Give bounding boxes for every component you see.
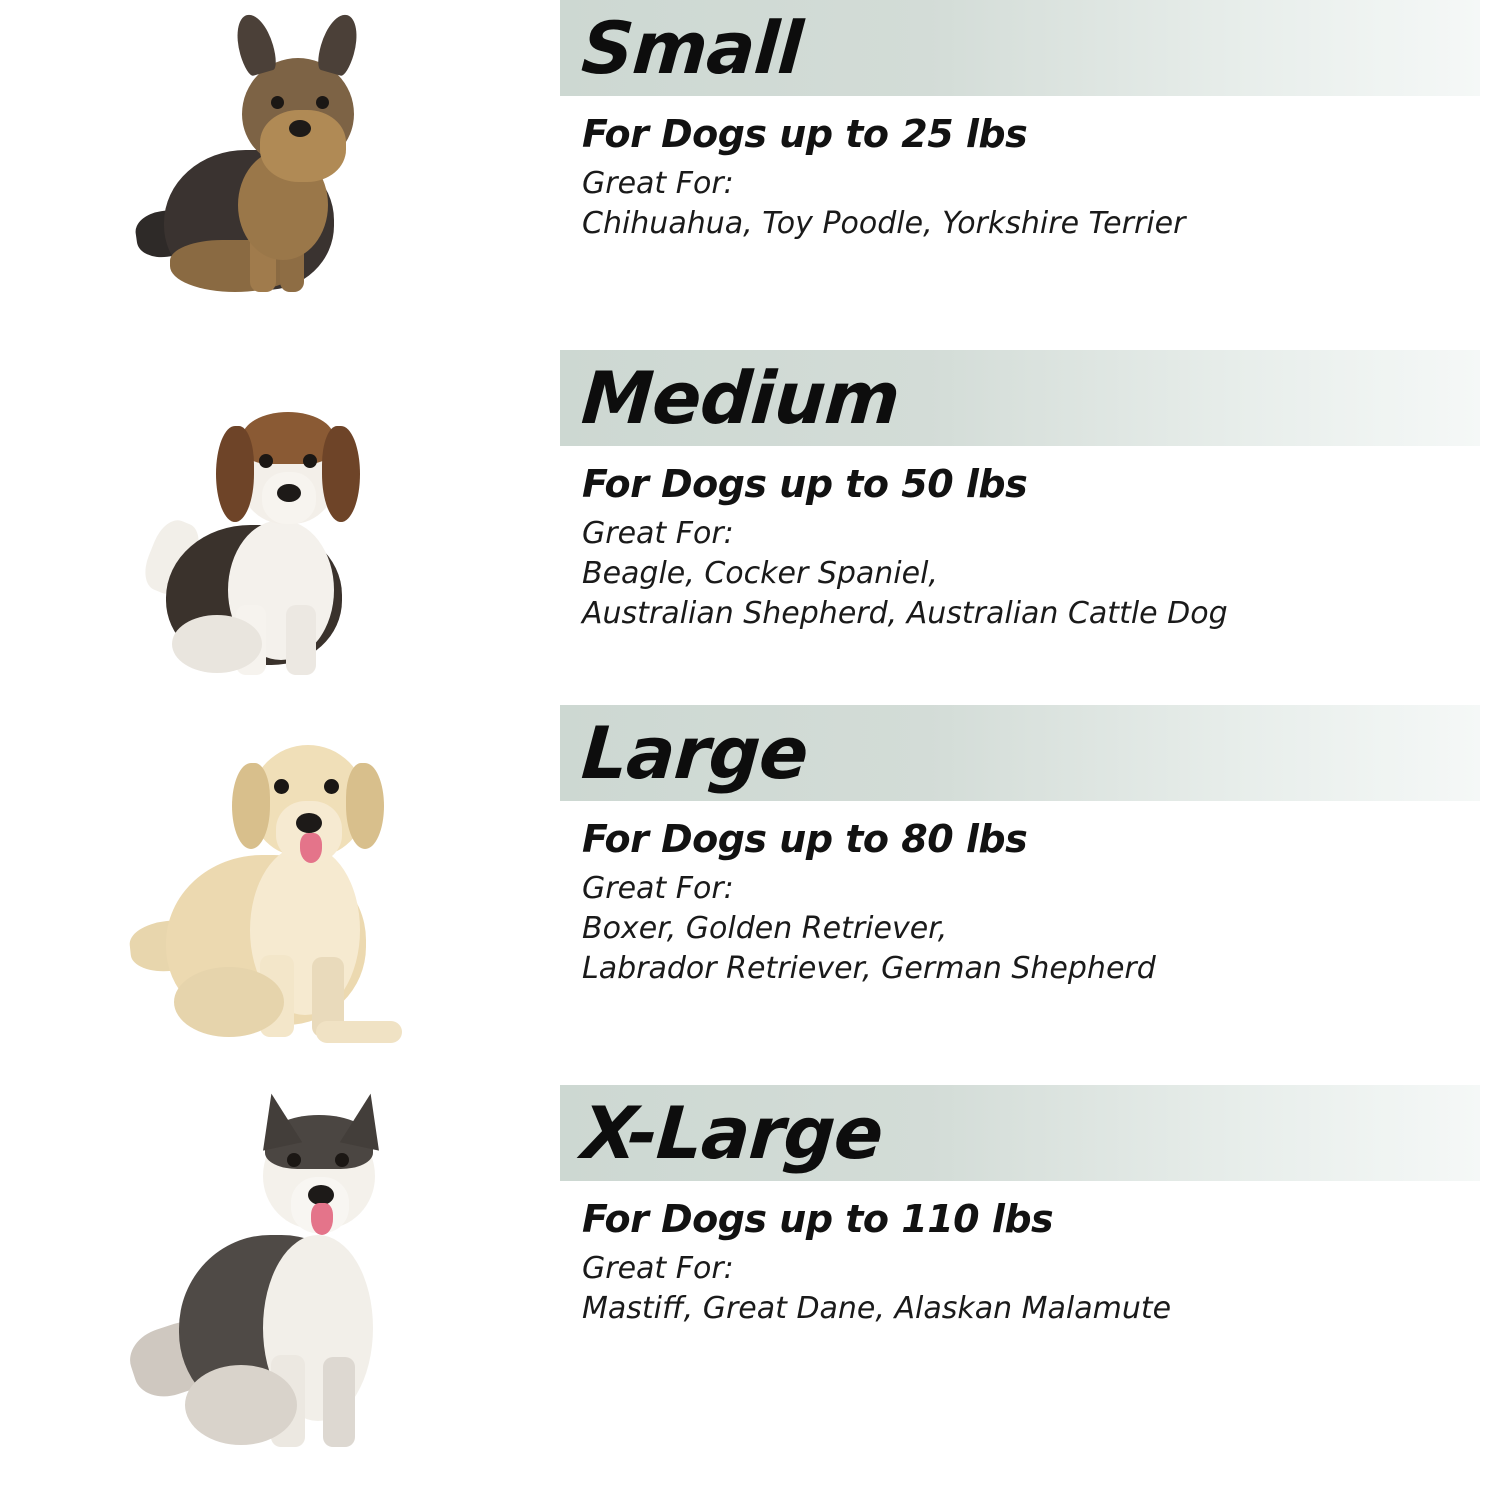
size-band-large [560, 705, 1480, 801]
golden-retriever-photo [100, 705, 420, 1055]
weight-line-large: For Dogs up to 80 lbs [582, 817, 1028, 861]
text-cell-large [560, 705, 1500, 989]
great-for-label-xlarge: Great For: [582, 1251, 734, 1286]
weight-line-small: For Dogs up to 25 lbs [582, 112, 1028, 156]
breeds-line-medium-1: Beagle, Cocker Spaniel, [582, 556, 938, 591]
text-cell-xlarge [560, 1085, 1500, 1329]
yorkshire-terrier-photo [130, 0, 390, 300]
size-title-xlarge: X-Large [579, 1091, 886, 1175]
breeds-line-large-2: Labrador Retriever, German Shepherd [582, 951, 1156, 986]
size-title-large: Large [579, 711, 811, 795]
text-cell-medium [560, 350, 1500, 634]
photo-cell-medium [0, 350, 560, 690]
great-for-label-medium: Great For: [582, 516, 734, 551]
photo-cell-large [0, 705, 560, 1067]
size-row-large [0, 705, 1500, 1085]
weight-line-xlarge: For Dogs up to 110 lbs [582, 1197, 1054, 1241]
breeds-line-small-1: Chihuahua, Toy Poodle, Yorkshire Terrier [582, 206, 1186, 241]
weight-line-medium: For Dogs up to 50 lbs [582, 462, 1028, 506]
alaskan-malamute-photo [105, 1085, 435, 1465]
size-band-xlarge [560, 1085, 1480, 1181]
size-band-medium [560, 350, 1480, 446]
size-row-small [0, 0, 1500, 350]
size-title-small: Small [579, 6, 805, 90]
breeds-line-medium-2: Australian Shepherd, Australian Cattle Dog [582, 596, 1228, 631]
photo-cell-xlarge [0, 1085, 560, 1481]
breeds-line-large-1: Boxer, Golden Retriever, [582, 911, 948, 946]
great-for-label-small: Great For: [582, 166, 734, 201]
size-band-small [560, 0, 1480, 96]
text-cell-small [560, 0, 1500, 244]
great-for-label-large: Great For: [582, 871, 734, 906]
size-title-medium: Medium [579, 356, 902, 440]
photo-cell-small [0, 0, 560, 318]
breeds-line-xlarge-1: Mastiff, Great Dane, Alaskan Malamute [582, 1291, 1172, 1326]
beagle-photo [110, 350, 390, 680]
size-row-medium [0, 350, 1500, 705]
size-row-xlarge [0, 1085, 1500, 1500]
